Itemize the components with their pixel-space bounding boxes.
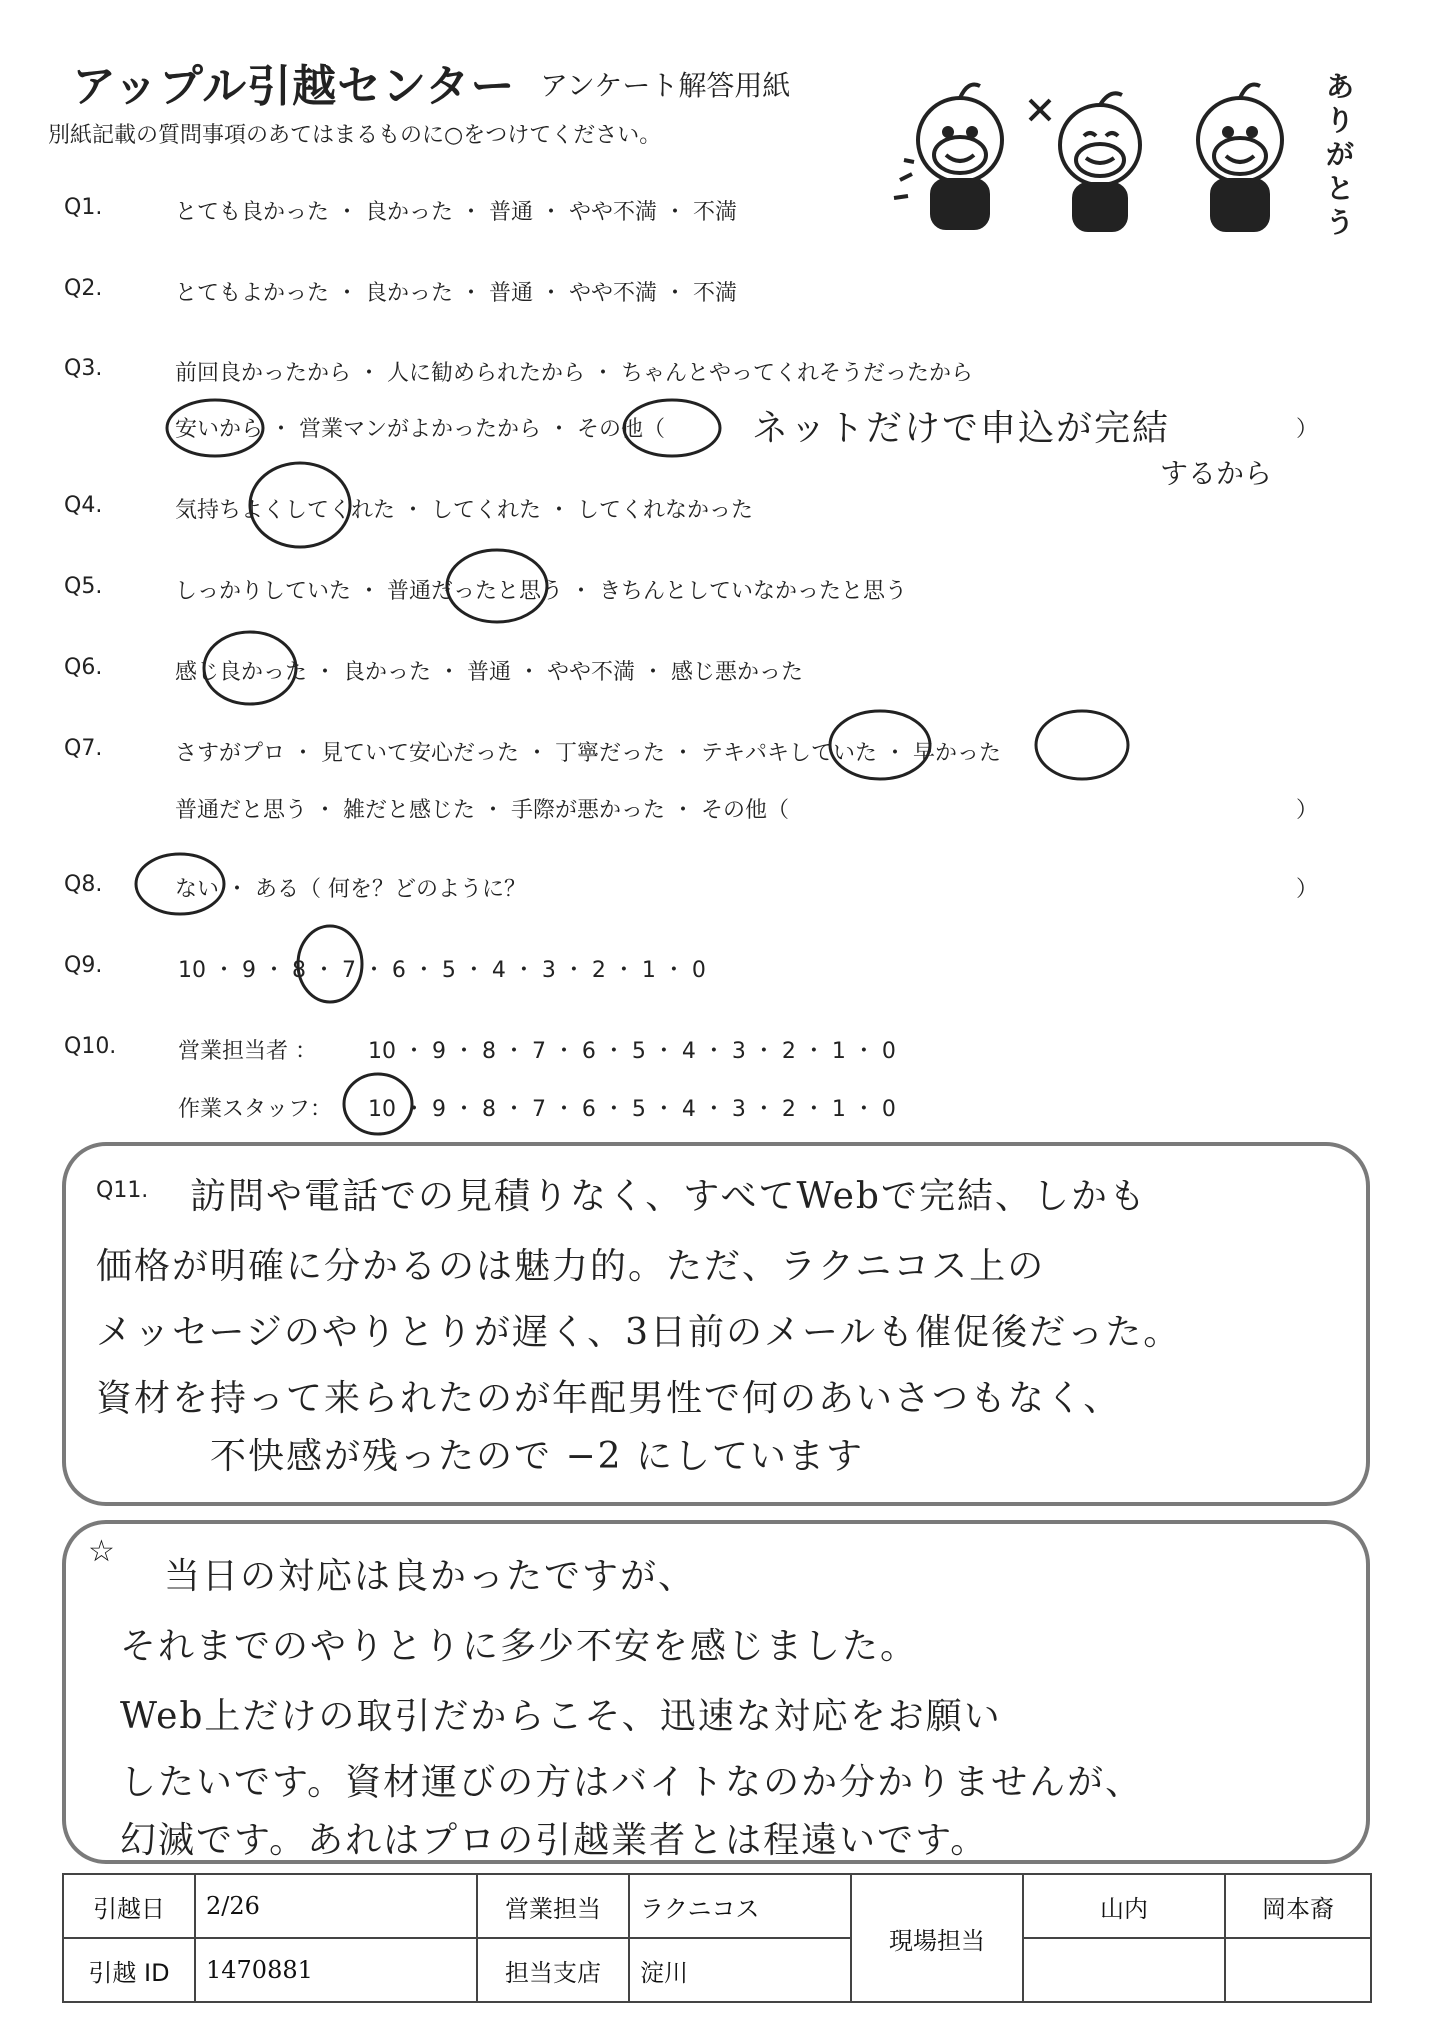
q7-close-paren: ） — [1296, 798, 1319, 823]
q11-line-5: 不快感が残ったので −2 にしています — [210, 1436, 864, 1477]
form-title: アップル引越センター — [72, 61, 516, 112]
q1-label: Q1. — [64, 195, 103, 220]
instruction-text: 別紙記載の質問事項のあてはまるものに○をつけてください。 — [48, 123, 662, 148]
sales-value: ラクニコス — [629, 1874, 851, 1938]
q7-label: Q7. — [64, 736, 103, 761]
q11-line-1: 訪問や電話での見積りなく、すべてWebで完結、しかも — [190, 1176, 1147, 1217]
circle-q9 — [298, 926, 362, 1002]
q6-options[interactable]: 感じ良かった ・ 良かった ・ 普通 ・ やや不満 ・ 感じ悪かった — [175, 660, 803, 685]
comment-line-1: 当日の対応は良かったですが、 — [164, 1556, 697, 1597]
q3-close-paren: ） — [1296, 417, 1319, 442]
circle-q3-cheap — [167, 400, 263, 456]
q6-label: Q6. — [64, 655, 103, 680]
footer-info-table — [62, 1873, 1372, 2003]
q11-line-2: 価格が明確に分かるのは魅力的。ただ、ラクニコス上の — [96, 1246, 1046, 1287]
move-date-label: 引越日 — [63, 1874, 195, 1938]
q8-close-paren: ） — [1296, 877, 1319, 902]
q10-staff-options[interactable]: 10 ・ 9 ・ 8 ・ 7 ・ 6 ・ 5 ・ 4 ・ 3 ・ 2 ・ 1 ・ 0 — [368, 1097, 896, 1122]
q10-label: Q10. — [64, 1034, 117, 1059]
q8-options[interactable]: ない ・ ある（ 何を？どのように？ — [175, 877, 526, 902]
circle-q7-hayakatta — [1036, 711, 1128, 779]
q3-options-line2[interactable]: 安いから ・ 営業マンがよかったから ・ その他（ — [175, 417, 665, 442]
branch-value: 淀川 — [629, 1938, 851, 2002]
q9-options[interactable]: 10 ・ 9 ・ 8 ・ 7 ・ 6 ・ 5 ・ 4 ・ 3 ・ 2 ・ 1 ・ 0 — [178, 958, 706, 983]
branch-label: 担当支店 — [477, 1938, 629, 2002]
q4-options[interactable]: 気持ちよくしてくれた ・ してくれた ・ してくれなかった — [175, 498, 753, 523]
q1-options[interactable]: とても良かった ・ 良かった ・ 普通 ・ やや不満 ・ 不満 — [175, 200, 737, 225]
q3-other-handwritten-2: するから — [1160, 457, 1273, 490]
site-staff-2: 岡本裔 — [1225, 1874, 1371, 1938]
comment-line-4: したいです。資材運びの方はバイトなのか分かりませんが、 — [120, 1762, 1144, 1803]
q7-options-line2[interactable]: 普通だと思う ・ 雑だと感じた ・ 手際が悪かった ・ その他（ — [175, 798, 789, 823]
q3-other-handwritten: ネットだけで申込が完結 — [752, 408, 1171, 449]
q3-label: Q3. — [64, 356, 103, 381]
circle-q4 — [250, 463, 350, 547]
q2-label: Q2. — [64, 276, 103, 301]
move-id-value: 1470881 — [195, 1938, 477, 2002]
comment-line-3: Web上だけの取引だからこそ、迅速な対応をお願い — [120, 1696, 1002, 1737]
q2-options[interactable]: とてもよかった ・ 良かった ・ 普通 ・ やや不満 ・ 不満 — [175, 281, 737, 306]
site-staff-blank-2 — [1225, 1938, 1371, 2002]
comment-line-2: それまでのやりとりに多少不安を感じました。 — [120, 1626, 919, 1667]
circle-q7-tekipaki — [830, 711, 930, 779]
site-staff-blank-1 — [1023, 1938, 1225, 2002]
free-comment-star: ☆ — [88, 1534, 115, 1569]
q10-sales-label: 営業担当者 ： — [178, 1039, 317, 1064]
circle-q8 — [136, 854, 224, 914]
q9-label: Q9. — [64, 953, 103, 978]
q3-options[interactable]: 前回良かったから ・ 人に勧められたから ・ ちゃんとやってくれそうだったから — [175, 361, 973, 386]
thanks-text: ありがとう — [1326, 70, 1355, 239]
form-subtitle: アンケート解答用紙 — [540, 69, 791, 102]
q11-label: Q11. — [96, 1178, 149, 1203]
sales-label: 営業担当 — [477, 1874, 629, 1938]
comment-line-5: 幻滅です。あれはプロの引越業者とは程遠いです。 — [120, 1820, 989, 1861]
q5-options[interactable]: しっかりしていた ・ 普通だったと思う ・ きちんとしていなかったと思う — [175, 579, 907, 604]
q10-sales-options[interactable]: 10 ・ 9 ・ 8 ・ 7 ・ 6 ・ 5 ・ 4 ・ 3 ・ 2 ・ 1 ・ 0 — [368, 1039, 896, 1064]
move-id-label: 引越 ID — [63, 1938, 195, 2002]
circle-q6 — [204, 632, 296, 704]
q5-label: Q5. — [64, 574, 103, 599]
site-label: 現場担当 — [851, 1874, 1023, 2002]
circle-q3-other — [624, 400, 720, 456]
move-date-value: 2/26 — [195, 1874, 477, 1938]
q10-staff-label: 作業スタッフ： — [178, 1097, 333, 1122]
q8-label: Q8. — [64, 872, 103, 897]
q4-label: Q4. — [64, 493, 103, 518]
q11-line-3: メッセージのやりとりが遅く、3日前のメールも催促後だった。 — [96, 1312, 1182, 1353]
site-staff-1: 山内 — [1023, 1874, 1225, 1938]
q11-line-4: 資材を持って来られたのが年配男性で何のあいさつもなく、 — [96, 1378, 1122, 1419]
circle-q5 — [447, 550, 547, 622]
circle-q10-staff — [344, 1074, 412, 1134]
q7-options[interactable]: さすがプロ ・ 見ていて安心だった ・ 丁寧だった ・ テキパキしていた ・ 早かった — [175, 741, 1001, 766]
